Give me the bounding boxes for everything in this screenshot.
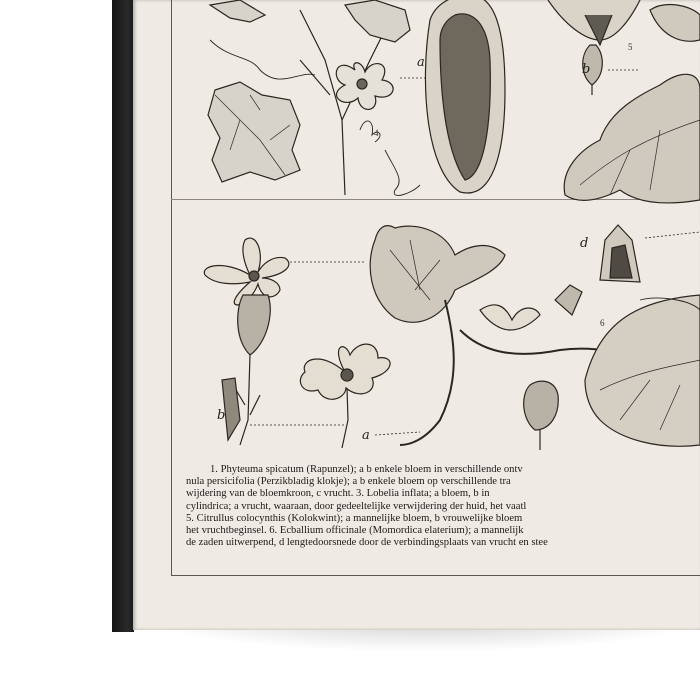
caption-line: nula persicifolia (Perzikbladig klokje); a b enkele bloem op verschillende tra (186, 476, 511, 488)
caption-line: de zaden uitwerpend, d lengtedoorsnede door de verbindingsplaats van vrucht en stee (186, 537, 548, 549)
caption-line: het vruchtbeginsel. 6. Ecballium officinale (Momordica elaterium); a mannelijk (186, 525, 524, 537)
figure-number-5: 5 (628, 42, 633, 52)
seed-section-d (600, 225, 700, 282)
figure-number-4: 4 (374, 128, 379, 138)
caption-line: 5. Citrullus colocynthis (Kolokwint); a mannelijke bloem, b vrouwelijke bloem (186, 512, 523, 524)
flower-illustration-bottom-left (204, 238, 390, 448)
caption-line: cylindrica; a vrucht, waaraan, door gedeeltelijke verwijdering der huid, het vaatl (186, 500, 527, 512)
plate-caption (186, 464, 700, 549)
plant-illustration-5 (548, 0, 700, 203)
figure-number-6: 6 (600, 318, 605, 328)
fruit-illustration-top (400, 0, 505, 193)
plant-illustration-6 (370, 226, 700, 450)
figure-label-a-top: a (417, 55, 425, 70)
plant-illustration-4 (208, 0, 420, 195)
figure-label-b-bottom: b (217, 408, 226, 423)
caption-line: wijdering van de bloemkroon, c vrucht. 3. Lobelia inflata; a bloem, b in (186, 488, 490, 500)
figure-label-a-bottom: a (362, 428, 370, 443)
figure-label-d: d (580, 236, 589, 251)
caption-line: 1. Phyteuma spicatum (Rapunzel); a b enkele bloem in verschillende ontv (210, 464, 523, 475)
figure-label-b-top: b (582, 62, 591, 77)
